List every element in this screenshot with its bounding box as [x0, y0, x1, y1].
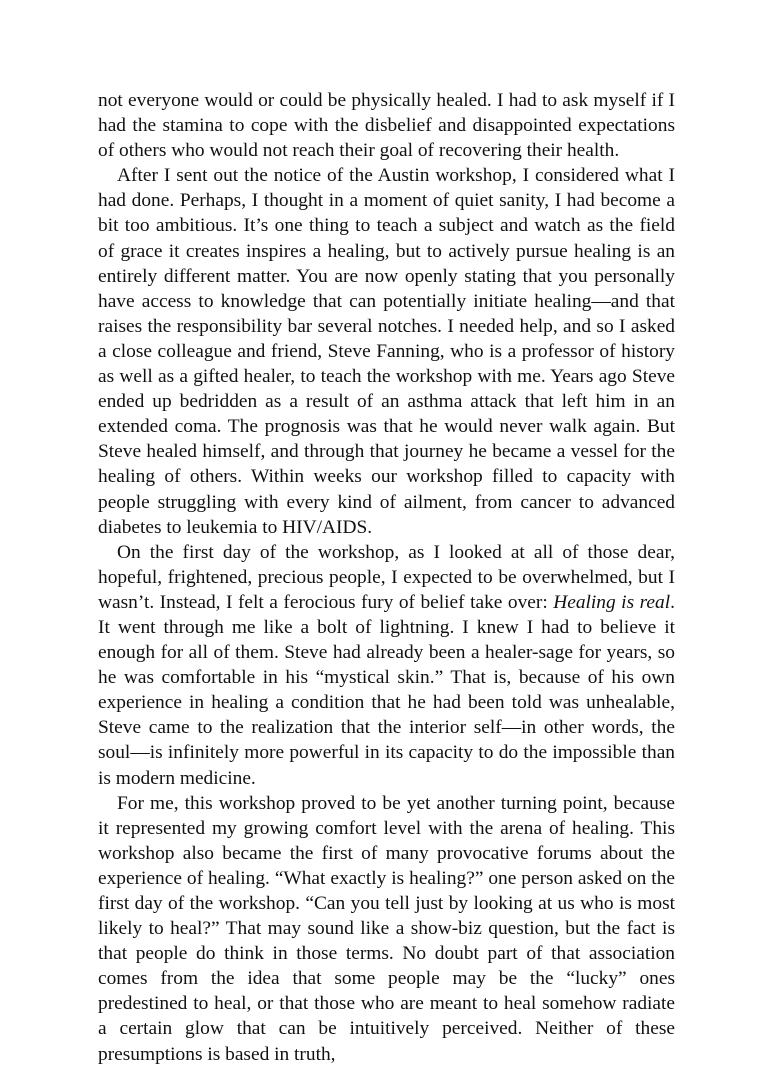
- paragraph-3: [98, 540, 675, 791]
- paragraph-3-emphasis: Healing is real: [553, 591, 671, 613]
- paragraph-3-text-b: . It went through me like a bolt of lightning. I knew I had to believe it enough for all of them. Steve had already been a healer-sage for years, so he was comfortable in his “mystical skin.” That is, because of his own experience in healing a condition that he had been told was unhealable, Steve came to the realization that the interior self—in other words, the soul—is infinitely more powerful in its capacity to do the impossible than is modern medicine.: [98, 591, 675, 789]
- paragraph-3-text-a: On the first day of the workshop, as I looked at all of those dear, hopeful, frightened, precious people, I expected to be overwhelmed, but I wasn’t. Instead, I felt a ferocious fury of belief take over:: [98, 541, 675, 613]
- paragraph-1-text: not everyone would or could be physically healed. I had to ask myself if I had the stamina to cope with the disbelief and disappointed expectations of others who would not reach their goal of recovering their health.: [98, 90, 675, 162]
- paragraph-2-text: After I sent out the notice of the Austin workshop, I considered what I had done. Perhaps, I thought in a moment of quiet sanity, I had become a bit too ambitious. It’s one thing to teach a subject and watch as the field of grace it creates inspires a healing, but to actively pursue healing is an entirely different matter. You are now openly stating that you personally have access to knowledge that can potentially initiate healing—and that raises the responsibility bar several notches. I needed help, and so I asked a close colleague and friend, Steve Fanning, who is a professor of history as well as a gifted healer, to teach the workshop with me. Years ago Steve ended up bedridden as a result of an asthma attack that left him in an extended coma. The prognosis was that he would never walk again. But Steve healed himself, and through that journey he became a vessel for the healing of others. Within weeks our workshop filled to capacity with people struggling with every kind of ailment, from cancer to advanced diabetes to leukemia to HIV/AIDS.: [98, 165, 675, 538]
- paragraph-1: [98, 88, 675, 163]
- paragraph-4-text: For me, this workshop proved to be yet another turning point, because it represented my growing comfort level with the arena of healing. This workshop also became the first of many provocative forums about the experience of healing. “What exactly is healing?” one person asked on the first day of the workshop. “Can you tell just by looking at us who is most likely to heal?” That may sound like a show-biz question, but the fact is that people do think in those terms. No doubt part of that association comes from the idea that some people may be the “lucky” ones predestined to heal, or that those who are meant to heal somehow radiate a certain glow that can be intuitively perceived. Neither of these presumptions is based in truth,: [98, 792, 675, 1065]
- paragraph-2: [98, 163, 675, 539]
- paragraph-4: [98, 791, 675, 1067]
- page-body: [98, 88, 675, 1067]
